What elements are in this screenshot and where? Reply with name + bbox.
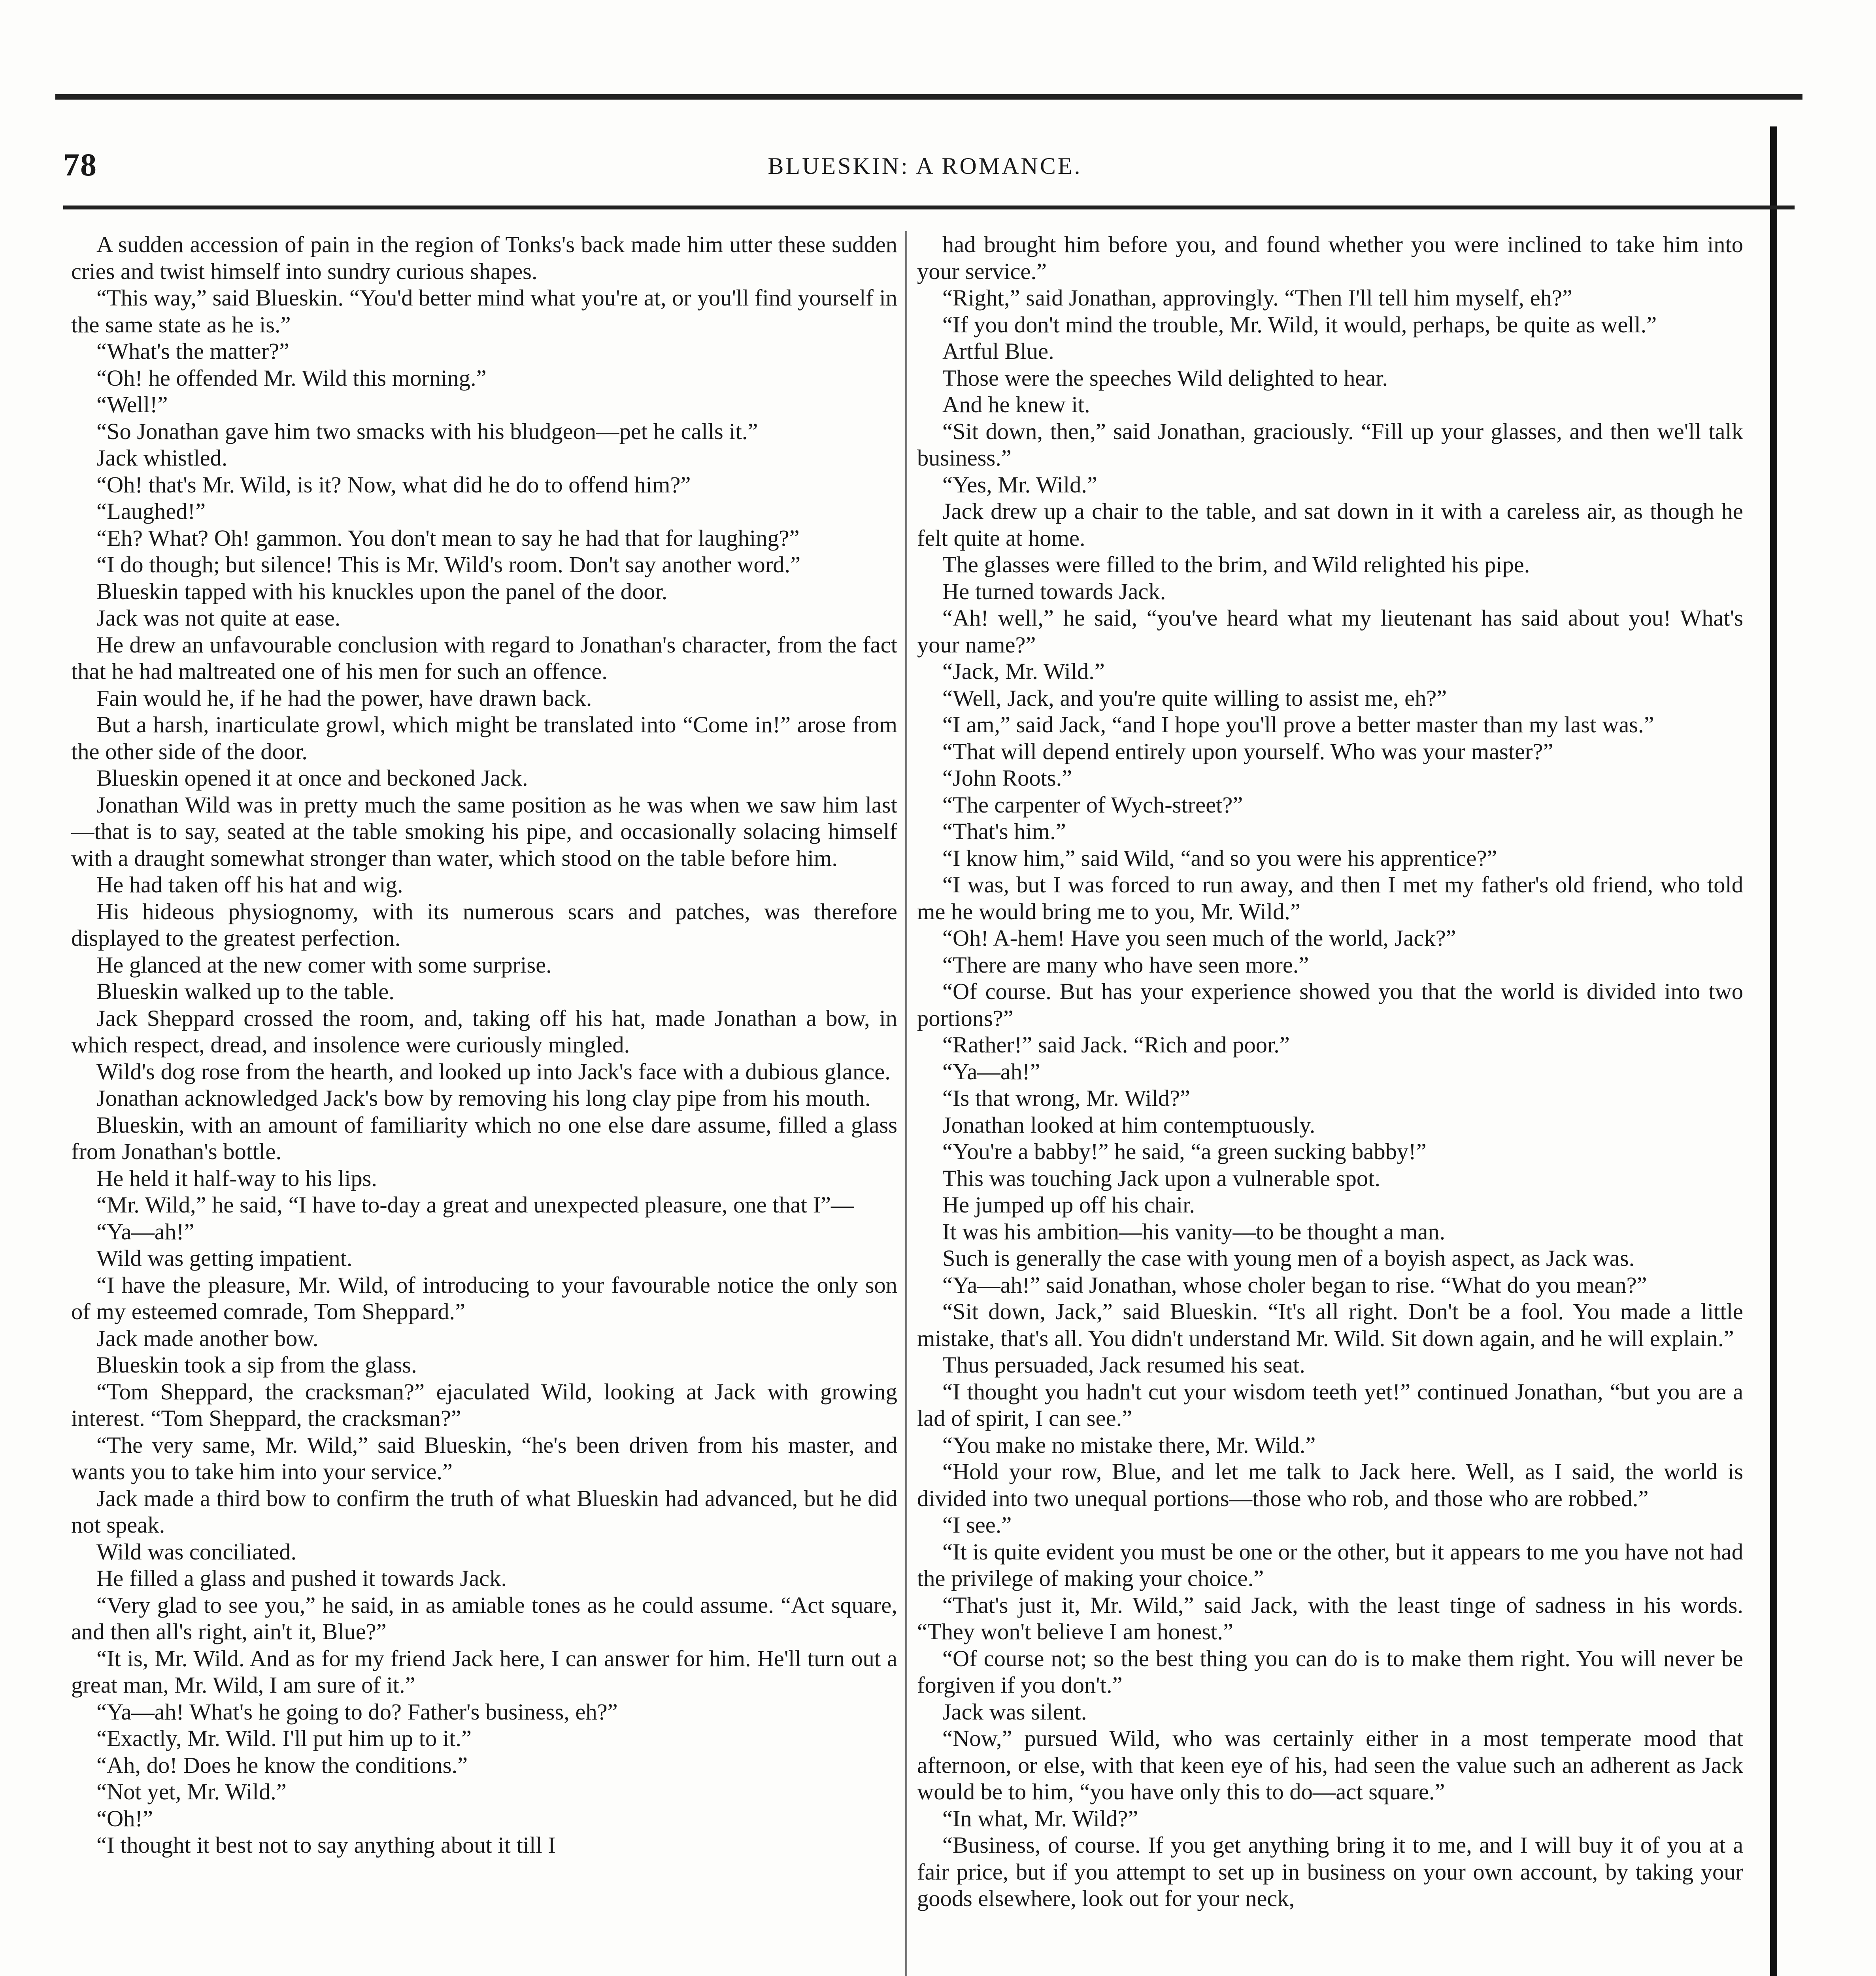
paragraph: Jack made another bow.: [96, 1325, 319, 1351]
paragraph: “John Roots.”: [942, 765, 1072, 791]
paragraph: But a harsh, inarticulate growl, which might be translated into “Come in!” arose from the other side of the door.: [71, 712, 897, 764]
paragraph: Jack was silent.: [942, 1699, 1087, 1725]
paragraph: “Yes, Mr. Wild.”: [942, 471, 1098, 498]
paragraph: “Sit down, Jack,” said Blueskin. “It's all right. Don't be a fool. You made a little mistake, that's all. You didn't understand Mr. Wild. Sit down again, and he will explain.”: [917, 1299, 1743, 1351]
paragraph: Jack Sheppard crossed the room, and, taking off his hat, made Jonathan a bow, in which respect, dread, and insolence were curiously mingled.: [71, 1005, 897, 1058]
paragraph: Jack drew up a chair to the table, and sat down in it with a careless air, as though he felt quite at home.: [917, 498, 1743, 551]
paragraph: “There are many who have seen more.”: [942, 952, 1309, 978]
paragraph: “Right,” said Jonathan, approvingly. “Then I'll tell him myself, eh?”: [942, 285, 1572, 311]
paragraph: Wild was conciliated.: [96, 1539, 297, 1565]
paragraph: “Is that wrong, Mr. Wild?”: [942, 1085, 1190, 1111]
paragraph: “Eh? What? Oh! gammon. You don't mean to say he had that for laughing?”: [96, 525, 800, 551]
paragraph: This was touching Jack upon a vulnerable spot.: [942, 1165, 1381, 1191]
paragraph: “Well, Jack, and you're quite willing to assist me, eh?”: [942, 685, 1447, 711]
paragraph: “Ya—ah!” said Jonathan, whose choler began to rise. “What do you mean?”: [942, 1272, 1647, 1298]
paragraph: “Not yet, Mr. Wild.”: [96, 1779, 287, 1804]
paragraph: Jonathan acknowledged Jack's bow by removing his long clay pipe from his mouth.: [96, 1085, 871, 1111]
paragraph: “Ah, do! Does he know the conditions.”: [96, 1752, 468, 1778]
right-column: [917, 231, 1743, 1976]
paragraph: “If you don't mind the trouble, Mr. Wild, it would, perhaps, be quite as well.”: [942, 311, 1657, 338]
paragraph: “That's just it, Mr. Wild,” said Jack, with the least tinge of sadness in his words. “They won't believe I am honest.”: [917, 1592, 1743, 1644]
paragraph: Jack whistled.: [96, 445, 228, 471]
paragraph: “Ya—ah! What's he going to do? Father's business, eh?”: [96, 1699, 618, 1725]
paragraph: “This way,” said Blueskin. “You'd better mind what you're at, or you'll find yourself in the same state as he is.”: [71, 285, 897, 338]
paragraph: “Of course. But has your experience showed you that the world is divided into two portions?”: [917, 979, 1743, 1031]
paragraph: His hideous physiognomy, with its numerous scars and patches, was therefore displayed to the greatest perfection.: [71, 898, 897, 951]
paragraph: Those were the speeches Wild delighted to hear.: [942, 365, 1388, 391]
paragraph: “That will depend entirely upon yourself. Who was your master?”: [942, 738, 1553, 764]
paragraph: Artful Blue.: [942, 338, 1054, 364]
paragraph: “Very glad to see you,” he said, in as amiable tones as he could assume. “Act square, and then all's right, ain't it, Blue?”: [71, 1592, 897, 1644]
paragraph: Jonathan looked at him contemptuously.: [942, 1112, 1315, 1138]
margin-bar: [1770, 126, 1777, 1976]
paragraph: “Ya—ah!”: [942, 1058, 1040, 1084]
paragraph: He had taken off his hat and wig.: [96, 872, 403, 897]
paragraph: “Jack, Mr. Wild.”: [942, 658, 1105, 684]
paragraph: Blueskin walked up to the table.: [96, 979, 394, 1004]
paragraph: Blueskin opened it at once and beckoned Jack.: [96, 765, 528, 791]
paragraph: Jack was not quite at ease.: [96, 605, 341, 631]
paragraph: “Tom Sheppard, the cracksman?” ejaculated Wild, looking at Jack with growing interest. “Tom Sheppard, the cracksman?”: [71, 1378, 897, 1431]
paragraph: “Oh! he offended Mr. Wild this morning.”: [96, 365, 487, 391]
paragraph: “Well!”: [96, 392, 168, 417]
paragraph: Wild's dog rose from the hearth, and looked up into Jack's face with a dubious glance.: [96, 1058, 891, 1084]
paragraph: “Of course not; so the best thing you can do is to make them right. You will never be forgiven if you don't.”: [917, 1645, 1743, 1698]
header-rule: [63, 206, 1795, 209]
paragraph: “Oh! A-hem! Have you seen much of the world, Jack?”: [942, 925, 1456, 951]
paragraph: “I know him,” said Wild, “and so you were his apprentice?”: [942, 845, 1497, 871]
paragraph: “The very same, Mr. Wild,” said Blueskin, “he's been driven from his master, and wants you to take him into your service.”: [71, 1432, 897, 1484]
paragraph: “I was, but I was forced to run away, and then I met my father's old friend, who told me he would bring me to you, Mr. Wild.”: [917, 872, 1743, 924]
paragraph: “Hold your row, Blue, and let me talk to Jack here. Well, as I said, the world is divided into two unequal portions—those who rob, and those who are robbed.”: [917, 1459, 1743, 1511]
paragraph: “The carpenter of Wych-street?”: [942, 792, 1243, 818]
paragraph: He filled a glass and pushed it towards Jack.: [96, 1565, 507, 1591]
paragraph: “What's the matter?”: [96, 338, 290, 364]
paragraph: “It is quite evident you must be one or the other, but it appears to me you have not had the privilege of making your choice.”: [917, 1539, 1743, 1591]
paragraph: “Ya—ah!”: [96, 1218, 194, 1244]
paragraph: “I thought it best not to say anything about it till I: [96, 1832, 556, 1858]
running-title: BLUESKIN: A ROMANCE.: [768, 153, 1082, 179]
paragraph: Such is generally the case with young men of a boyish aspect, as Jack was.: [942, 1245, 1635, 1271]
paragraph: He held it half-way to his lips.: [96, 1165, 377, 1191]
paragraph: “Oh! that's Mr. Wild, is it? Now, what did he do to offend him?”: [96, 471, 691, 498]
page-header: [63, 146, 1787, 190]
paragraph: “Oh!”: [96, 1805, 153, 1831]
paragraph: Fain would he, if he had the power, have drawn back.: [96, 685, 592, 711]
top-rule: [55, 94, 1802, 100]
paragraph: Blueskin tapped with his knuckles upon the panel of the door.: [96, 578, 668, 604]
column-divider: [905, 231, 907, 1976]
left-column: [71, 231, 897, 1976]
paragraph: “Rather!” said Jack. “Rich and poor.”: [942, 1032, 1290, 1058]
paragraph: He turned towards Jack.: [942, 578, 1166, 604]
paragraph: Blueskin, with an amount of familiarity which no one else dare assume, filled a glass from Jonathan's bottle.: [71, 1112, 897, 1164]
paragraph: “You're a babby!” he said, “a green sucking babby!”: [942, 1139, 1427, 1164]
paragraph: Thus persuaded, Jack resumed his seat.: [942, 1352, 1305, 1378]
paragraph: Jack made a third bow to confirm the truth of what Blueskin had advanced, but he did not speak.: [71, 1485, 897, 1538]
paragraph: “So Jonathan gave him two smacks with his bludgeon—pet he calls it.”: [96, 418, 758, 444]
paragraph: And he knew it.: [942, 392, 1090, 417]
paragraph: He glanced at the new comer with some surprise.: [96, 952, 552, 978]
paragraph: “I do though; but silence! This is Mr. Wild's room. Don't say another word.”: [96, 552, 801, 577]
paragraph: The glasses were filled to the brim, and Wild relighted his pipe.: [942, 552, 1530, 577]
paragraph: “You make no mistake there, Mr. Wild.”: [942, 1432, 1316, 1458]
paragraph: “Laughed!”: [96, 498, 206, 524]
paragraph: It was his ambition—his vanity—to be thought a man.: [942, 1218, 1446, 1244]
paragraph: “Now,” pursued Wild, who was certainly either in a most temperate mood that afternoon, or else, with that keen eye of his, had seen the value such an adherent as Jack would be to him, “you have only this to do—act square.”: [917, 1725, 1743, 1804]
paragraph: “I am,” said Jack, “and I hope you'll prove a better master than my last was.”: [942, 712, 1654, 737]
paragraph: “Sit down, then,” said Jonathan, graciously. “Fill up your glasses, and then we'll talk business.”: [917, 418, 1743, 471]
paragraph: “It is, Mr. Wild. And as for my friend Jack here, I can answer for him. He'll turn out a great man, Mr. Wild, I am sure of it.”: [71, 1645, 897, 1698]
paragraph: He drew an unfavourable conclusion with regard to Jonathan's character, from the fact that he had maltreated one of his men for such an offence.: [71, 632, 897, 684]
paragraph: “Mr. Wild,” he said, “I have to-day a great and unexpected pleasure, one that I”—: [96, 1192, 854, 1218]
paragraph: “In what, Mr. Wild?”: [942, 1805, 1138, 1831]
paragraph: “I have the pleasure, Mr. Wild, of introducing to your favourable notice the only son of my esteemed comrade, Tom Sheppard.”: [71, 1272, 897, 1324]
paragraph: He jumped up off his chair.: [942, 1192, 1195, 1218]
paragraph: “Exactly, Mr. Wild. I'll put him up to it.”: [96, 1725, 472, 1751]
paragraph: Wild was getting impatient.: [96, 1245, 353, 1271]
paragraph: “I see.”: [942, 1512, 1012, 1538]
paragraph: “Ah! well,” he said, “you've heard what my lieutenant has said about you! What's your name?”: [917, 605, 1743, 658]
paragraph: had brought him before you, and found whether you were inclined to take him into your service.”: [917, 232, 1743, 284]
page-number: 78: [63, 147, 97, 183]
paragraph: “That's him.”: [942, 818, 1066, 844]
paragraph: Blueskin took a sip from the glass.: [96, 1352, 417, 1378]
paragraph: “Business, of course. If you get anything bring it to me, and I will buy it of you at a fair price, but if you attempt to set up in business on your own account, by taking your goods elsewhere, look out for your neck,: [917, 1832, 1743, 1911]
paragraph: “I thought you hadn't cut your wisdom teeth yet!” continued Jonathan, “but you are a lad of spirit, I can see.”: [917, 1378, 1743, 1431]
paragraph: A sudden accession of pain in the region of Tonks's back made him utter these sudden cries and twist himself into sundry curious shapes.: [71, 232, 897, 284]
paragraph: Jonathan Wild was in pretty much the same position as he was when we saw him last—that is to say, seated at the table smoking his pipe, and occasionally solacing himself with a draught somewhat stronger than water, which stood on the table before him.: [71, 792, 897, 871]
